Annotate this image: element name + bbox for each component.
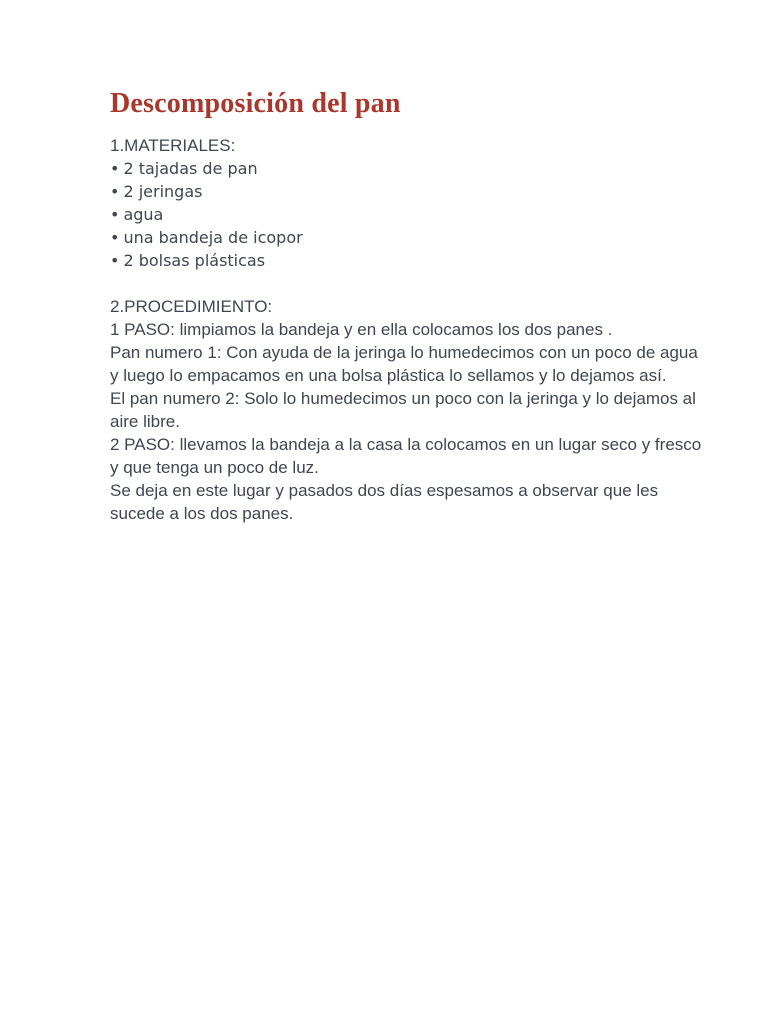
list-item [110,226,710,249]
bullet-icon: • [110,228,120,247]
procedure-paragraph: 1 PASO: limpiamos la bandeja y en ella colocamos los dos panes . [110,320,613,339]
procedure-paragraph: El pan numero 2: Solo lo humedecimos un poco con la jeringa y lo dejamos al aire libre. [110,389,696,431]
materials-heading: 1.MATERIALES: [110,136,236,155]
bullet-icon: • [110,251,120,270]
list-item [110,203,710,226]
procedure-paragraph: 2 PASO: llevamos la bandeja a la casa la colocamos en un lugar seco y fresco y que tenga un poco de luz. [110,435,702,477]
document-page [110,86,710,525]
list-item-text: 2 jeringas [123,182,203,201]
list-item [110,157,710,180]
list-item-text: 2 tajadas de pan [123,159,258,178]
list-item [110,180,710,203]
list-item-text: una bandeja de icopor [123,228,303,247]
procedure-heading: 2.PROCEDIMIENTO: [110,297,273,316]
materials-list [110,157,710,272]
bullet-icon: • [110,182,120,201]
procedure-paragraph: Pan numero 1: Con ayuda de la jeringa lo humedecimos con un poco de agua y luego lo empacamos en una bolsa plástica lo sellamos y lo dejamos así. [110,343,698,385]
document-title: Descomposición del pan [110,88,401,119]
list-item-text: 2 bolsas plásticas [123,251,266,270]
procedure-paragraph: Se deja en este lugar y pasados dos días espesamos a observar que les sucede a los dos panes. [110,481,659,523]
list-item-text: agua [123,205,164,224]
bullet-icon: • [110,205,120,224]
list-item [110,249,710,272]
bullet-icon: • [110,159,120,178]
